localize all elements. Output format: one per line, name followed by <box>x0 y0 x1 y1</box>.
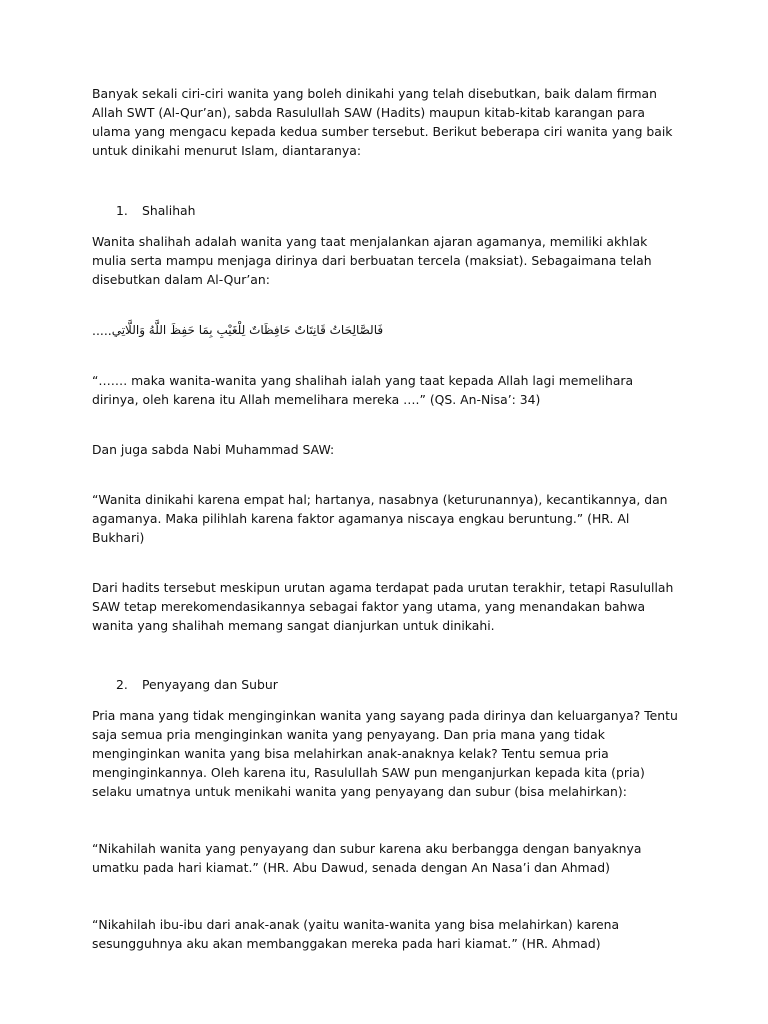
arabic-verse: فَالصَّالِحَاتُ قَانِتَاتٌ حَافِظَاتٌ لِلْغَيْبِ بِمَا حَفِظَ اللَّهُ وَاللَّاتِي <box>111 322 384 337</box>
hadith-quote: “Wanita dinikahi karena empat hal; hartanya, nasabnya (keturunannya), kecantikannya, dan agamanya. Maka pilihlah karena faktor agamanya niscaya engkau beruntung.” (HR. Al Bukhari) <box>92 492 668 545</box>
conclusion-paragraph: Dari hadits tersebut meskipun urutan agama terdapat pada urutan terakhir, tetapi Rasulullah SAW tetap merekomendasikannya sebagai faktor yang utama, yang menandakan bahwa wanita yang shalihah memang sangat dianjurkan untuk dinikahi. <box>92 580 674 633</box>
section-title: Penyayang dan Subur <box>142 677 278 692</box>
penyayang-description: Pria mana yang tidak menginginkan wanita yang sayang pada dirinya dan keluarganya? Tentu saja semua pria menginginkan wanita yang penyayang. Dan pria mana yang tidak menginginkan wanita yang bisa melahirkan anak-anaknya kelak? Tentu semua pria menginginkannya. Oleh karena itu, Rasulullah SAW pun menganjurkan kepada kita (pria) selaku umatnya untuk menikahi wanita yang penyayang dan subur (bisa melahirkan): <box>92 708 678 799</box>
section-number: 1. <box>116 203 128 218</box>
section-heading-penyayang <box>116 675 682 694</box>
quran-translation: “……. maka wanita-wanita yang shalihah ialah yang taat kepada Allah lagi memelihara dirinya, oleh karena itu Allah memelihara mereka ….” (QS. An-Nisa’: 34) <box>92 373 634 407</box>
hadith-quote-2: “Nikahilah ibu-ibu dari anak-anak (yaitu wanita-wanita yang bisa melahirkan) karena sesungguhnya aku akan membanggakan mereka pada hari kiamat.” (HR. Ahmad) <box>92 917 620 951</box>
hadith-quote-1: “Nikahilah wanita yang penyayang dan subur karena aku berbangga dengan banyaknya umatku pada hari kiamat.” (HR. Abu Dawud, senada dengan An Nasa’i dan Ahmad) <box>92 841 642 875</box>
section-title: Shalihah <box>142 203 196 218</box>
shalihah-description: Wanita shalihah adalah wanita yang taat menjalankan ajaran agamanya, memiliki akhlak mulia serta mampu menjaga dirinya dari berbuatan tercela (maksiat). Sebagaimana telah disebutkan dalam Al-Qur’an: <box>92 234 652 287</box>
intro-paragraph: Banyak sekali ciri-ciri wanita yang boleh dinikahi yang telah disebutkan, baik dalam firman Allah SWT (Al-Qur’an), sabda Rasulullah SAW (Hadits) maupun kitab-kitab karangan para ulama yang mengacu kepada kedua sumber tersebut. Berikut beberapa ciri wanita yang baik untuk dinikahi menurut Islam, diantaranya: <box>92 86 673 158</box>
section-number: 2. <box>116 677 128 692</box>
quran-verse-arabic <box>92 320 682 340</box>
ellipsis-prefix: ..... <box>92 322 112 338</box>
document-page <box>92 84 682 953</box>
section-heading-shalihah <box>116 201 682 220</box>
hadith-intro: Dan juga sabda Nabi Muhammad SAW: <box>92 442 335 457</box>
